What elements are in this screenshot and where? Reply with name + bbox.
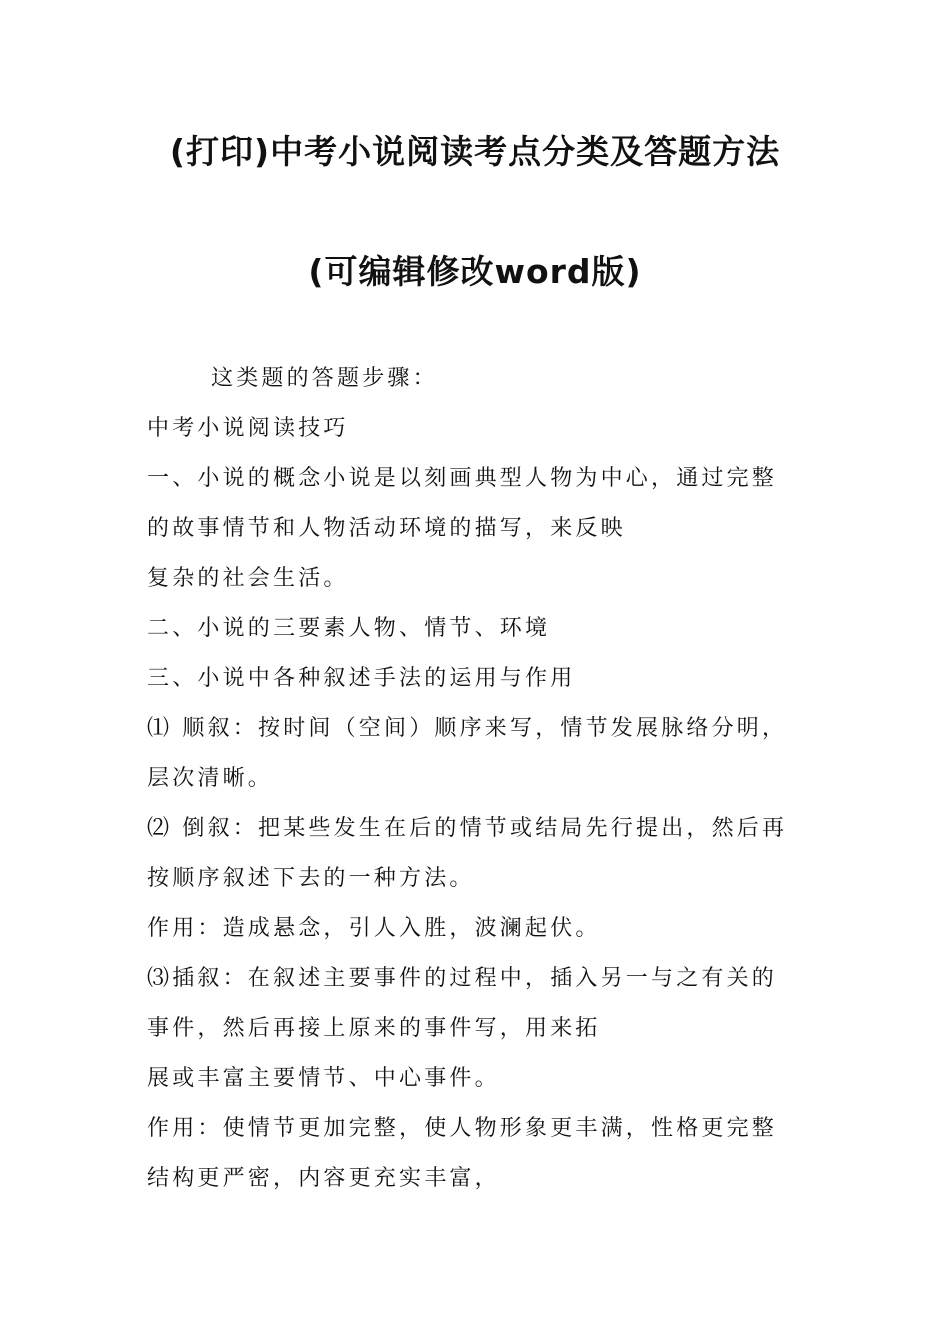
body-line: ⑵ 倒叙：把某些发生在后的情节或结局先行提出，然后再 (147, 816, 788, 841)
section-heading: 中考小说阅读技巧 (147, 416, 349, 441)
body-line: ⑶插叙：在叙述主要事件的过程中，插入另一与之有关的 (147, 966, 778, 991)
body-line: 的故事情节和人物活动环境的描写，来反映 (147, 516, 626, 541)
document-title: (打印)中考小说阅读考点分类及答题方法 (169, 132, 781, 171)
body-line: 三、小说中各种叙述手法的运用与作用 (147, 666, 576, 691)
body-line: 按顺序叙述下去的一种方法。 (147, 866, 475, 891)
body-line: 事件，然后再接上原来的事件写，用来拓 (147, 1016, 601, 1041)
body-line: 结构更严密，内容更充实丰富， (147, 1166, 500, 1191)
body-line: ⑴ 顺叙：按时间（空间）顺序来写，情节发展脉络分明， (147, 716, 788, 741)
body-line: 一、小说的概念小说是以刻画典型人物为中心，通过完整 (147, 466, 778, 491)
body-line: 展或丰富主要情节、中心事件。 (147, 1066, 500, 1091)
intro-line: 这类题的答题步骤： (211, 366, 438, 391)
body-line: 复杂的社会生活。 (147, 566, 349, 591)
body-line: 作用：使情节更加完整，使人物形象更丰满，性格更完整 (147, 1116, 778, 1141)
body-line: 二、小说的三要素人物、情节、环境 (147, 616, 551, 641)
body-line: 层次清晰。 (147, 766, 274, 791)
document-subtitle: (可编辑修改word版) (308, 252, 642, 291)
body-line: 作用：造成悬念，引人入胜，波澜起伏。 (147, 916, 601, 941)
document-body (147, 354, 809, 1204)
